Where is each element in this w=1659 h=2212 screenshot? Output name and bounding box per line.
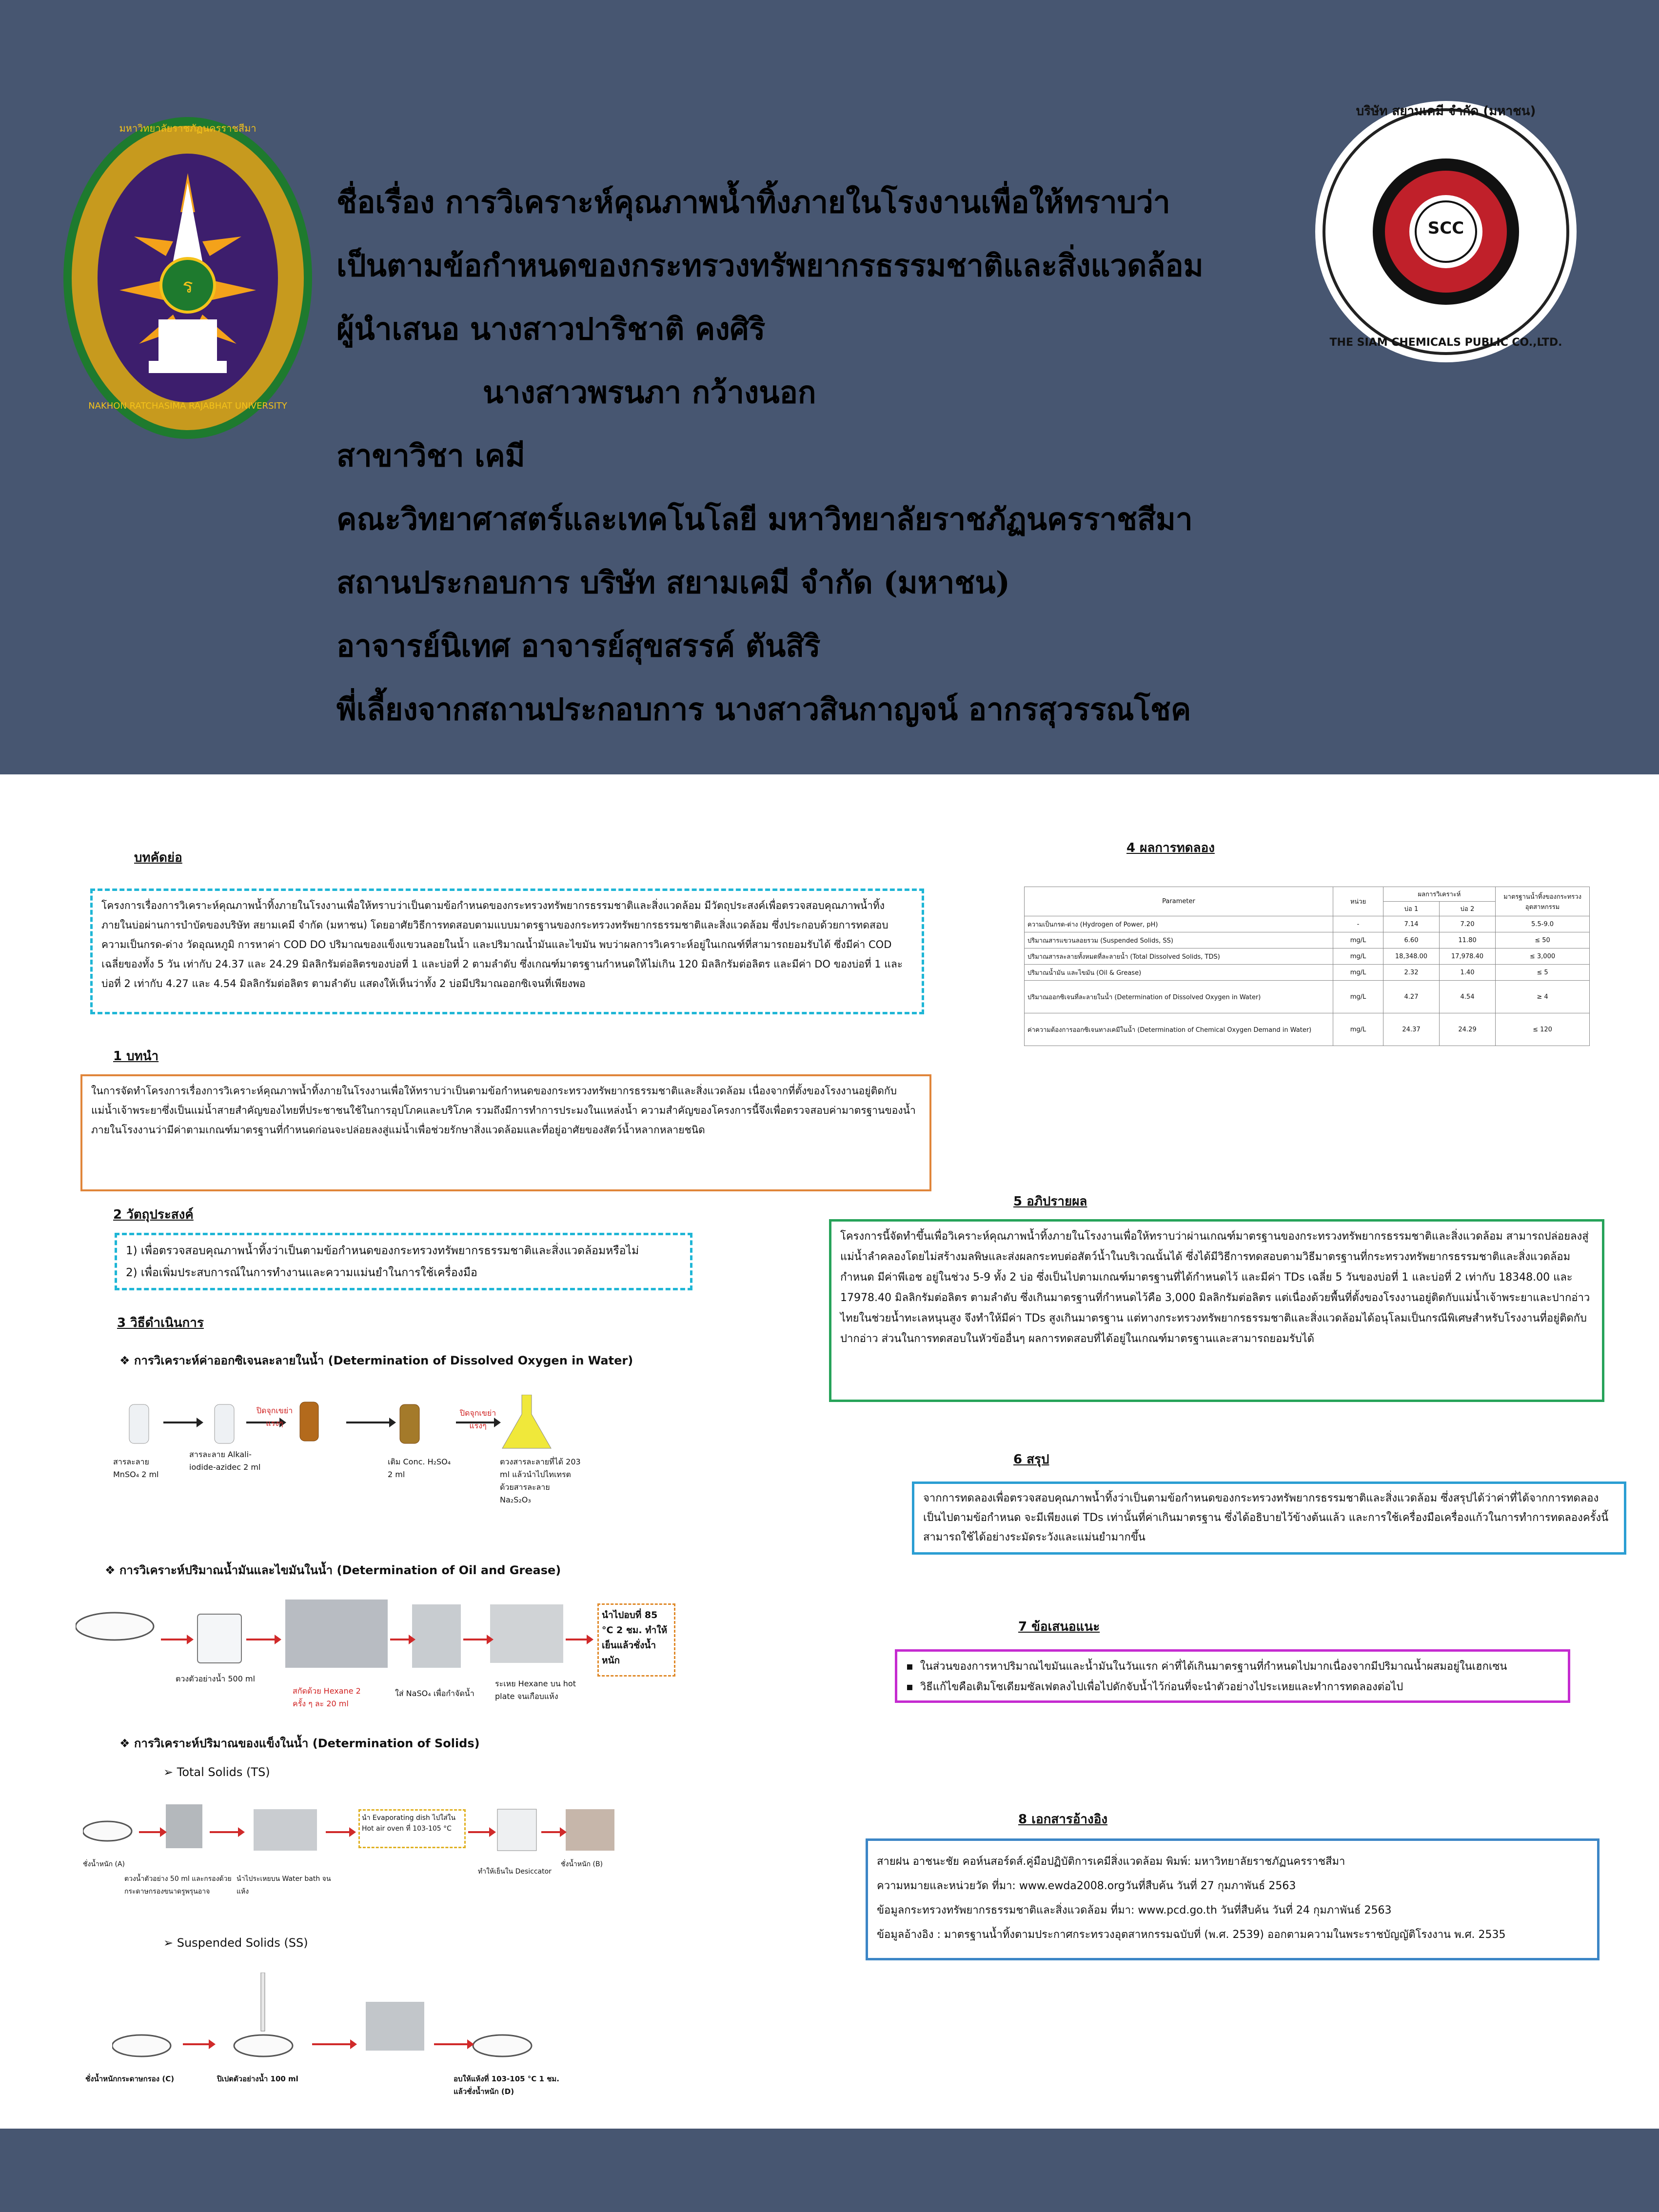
ss-dish-3	[473, 2035, 532, 2056]
oil-arrow-4	[463, 1639, 488, 1640]
bottle-shaken-1	[300, 1402, 318, 1441]
ts-dish	[83, 1821, 132, 1841]
advisor: อาจารย์นิเทศ อาจารย์สุขสรรค์ ตันสิริ	[336, 628, 821, 664]
intro-box	[80, 1074, 931, 1191]
results-table	[1024, 887, 1590, 1046]
ss-arrow-2	[312, 2043, 351, 2045]
oil-beaker	[198, 1614, 241, 1663]
suggestion-item-1: ▪ ในส่วนของการหาปริมาณไขมันและน้ำมันในวันแรก ค่าที่ได้เกินมาตรฐานที่กำหนดไปมากเนื่องจากมีปริมาณน้ำผสมอยู่ในเฮกเซน	[906, 1660, 1507, 1673]
bottle-alkali	[215, 1404, 234, 1443]
table-cell: mg/L	[1333, 981, 1383, 1013]
ts-arrow-4	[468, 1831, 490, 1833]
table-row	[1025, 948, 1590, 965]
presenter: ผู้นำเสนอ นางสาวปาริชาติ คงศิริ	[336, 311, 766, 347]
objectives-box	[115, 1233, 692, 1290]
abstract-heading: บทคัดย่อ	[134, 850, 182, 865]
abstract-text: โครงการเรื่องการวิเคราะห์คุณภาพน้ำทิ้งภายในโรงงานเพื่อให้ทราบว่าเป็นตามข้อกำหนดของกระทรวงทรัพยากรธรรมชาติและสิ่งแวดล้อม มีวัตถุประสงค์เพื่อตรวจสอบคุณภาพน้ำทิ้งภายในบ่อผ่านการบำบัดของบริษัท สยามเคมี จำกัด (มหาชน) โดยอาศัยวิธีการทดสอบตามแบบมาตรฐานของกระทรวงทรัพยากรธรรมชาติและสิ่งแวดล้อม ซึ่งประกอบด้วยการทดสอบความเป็นกรด-ด่าง วัดอุณหภูมิ การหาค่า COD DO ปริมาณของแข็งแขวนลอยในน้ำ และปริมาณน้ำมันและไขมัน พบว่าผลการวิเคราะห์อยู่ในเกณฑ์ที่สามารถยอมรับได้ ซึ่งมีค่า COD เฉลี่ยของทั้ง 5 วัน เท่ากับ 24.37 และ 24.29 มิลลิกรัมต่อลิตรของบ่อที่ 1 และบ่อที่ 2 ตามลำดับ ซึ่งเกณฑ์มาตรฐานกำหนดให้ไม่เกิน 120 มิลลิกรัมต่อลิตร และมีค่า DO ของบ่อที่ 1 และบ่อที่ 2 เท่ากับ 4.27 และ 4.54 มิลลิกรัมต่อลิตร ตามลำดับ แสดงให้เห็นว่าทั้ง 2 บ่อมีปริมาณออกซิเจนที่เพียงพอ	[101, 900, 903, 989]
table-cell: 1.40	[1440, 965, 1496, 981]
suggestion-item-2: ▪ วิธีแก้ไขคือเติมโซเดียมซัลเฟตลงไปเพื่อไปดักจับน้ำไว้ก่อนที่จะนำตัวอย่างไประเหยและทำการทดลองต่อไป	[906, 1681, 1403, 1693]
intro-heading: 1 บทนำ	[113, 1049, 159, 1064]
table-cell: ≤ 3,000	[1496, 948, 1590, 965]
ts-arrow-1	[139, 1831, 161, 1833]
ts-desiccator	[497, 1809, 536, 1851]
table-cell: mg/L	[1333, 932, 1383, 948]
solids-method-title: ❖ การวิเคราะห์ปริมาณของแข็งในน้ำ (Determination of Solids)	[119, 1737, 480, 1750]
reference-item-3: ข้อมูลกระทรวงทรัพยากรธรรมชาติและสิ่งแวดล้อม ที่มา: www.pcd.go.th วันที่สืบค้น วันที่ 24 กุมภาพันธ์ 2563	[877, 1904, 1392, 1916]
table-cell: 11.80	[1440, 932, 1496, 948]
conclusion-box	[912, 1481, 1626, 1555]
university-logo-thai-text: มหาวิทยาลัยราชภัฏนครราชสีมา	[119, 122, 257, 134]
title-line-1: ชื่อเรื่อง การวิเคราะห์คุณภาพน้ำทิ้งภายในโรงงานเพื่อให้ทราบว่า	[336, 184, 1170, 220]
do-caption-6: ตวงสารละลายที่ได้ 203 ml แล้วนำไปไทเทรตด้วยสารละลาย Na₂S₂O₃	[500, 1457, 581, 1504]
mentor: พี่เลี้ยงจากสถานประกอบการ นางสาวสินกาญจน์ อากรสุวรรณโชค	[336, 691, 1191, 727]
ts-arrow-2	[210, 1831, 239, 1833]
ss-caption-2: ปิเปตตัวอย่างน้ำ 100 ml	[217, 2074, 298, 2083]
oil-caption-5: นำไปอบที่ 85 °C 2 ชม. ทำให้เย็นแล้วชั่งน้ำหนัก	[597, 1603, 675, 1677]
ss-arrow-3	[434, 2043, 468, 2045]
table-cell: mg/L	[1333, 1013, 1383, 1046]
discussion-heading: 5 อภิปรายผล	[1013, 1194, 1087, 1209]
ts-caption-3: นำไประเหยบน Water bath จนแห้ง	[237, 1875, 331, 1896]
company: สถานประกอบการ บริษัท สยามเคมี จำกัด (มหาชน)	[336, 565, 1010, 600]
reference-item-2: ความหมายและหน่วยวัด ที่มา: www.ewda2008.orgวันที่สืบค้น วันที่ 27 กุมภาพันธ์ 2563	[877, 1880, 1296, 1892]
company-logo-center: SCC	[1427, 218, 1464, 238]
table-cell: 4.54	[1440, 981, 1496, 1013]
intro-text: ในการจัดทำโครงการเรื่องการวิเคราะห์คุณภาพน้ำทิ้งภายในโรงงานเพื่อให้ทราบว่าเป็นตามข้อกำหนดของกระทรวงทรัพยากรธรรมชาติและสิ่งแวดล้อม เนื่องจากที่ตั้งของโรงงานอยู่ติดกับแม่น้ำเจ้าพระยาซึ่งเป็นแม่น้ำสายสำคัญของไทยที่ประชาชนใช้ในการอุปโภคและบริโภค รวมถึงมีการทำการประมงในแหล่งน้ำ ความสำคัญของโครงการนี้จึงเพื่อตรวจสอบค่ามาตรฐานของน้ำภายในโรงงานว่ามีค่าตามเกณฑ์มาตรฐานที่กำหนดก่อนจะปล่อยลงสู่แม่น้ำเพื่อช่วยรักษาสิ่งแวดล้อมและที่อยู่อาศัยของสัตว์น้ำหลากหลายชนิด	[91, 1085, 916, 1136]
conclusion-text: จากการทดลองเพื่อตรวจสอบคุณภาพน้ำทิ้งว่าเป็นตามข้อกำหนดของกระทรวงทรัพยากรธรรมชาติและสิ่งแวดล้อม ซึ่งสรุปได้ว่าค่าที่ได้จากการทดลองเป็นไปตามข้อกำหนด จะมีเพียงแต่ TDs เท่านั้นที่ค่าเกินมาตรฐาน ซึ่งได้อธิบายไว้ข้างต้นแล้ว และการใช้เครื่องมือเครื่องแก้วในการทำการทดลองครั้งนี้สามารถใช้ได้อย่างระมัดระวังและแม่นยำมากขึ้น	[923, 1492, 1609, 1543]
do-arrow-3	[346, 1422, 390, 1423]
col-unit: หน่วย	[1333, 887, 1383, 916]
bottle-h2so4	[400, 1404, 419, 1443]
table-cell: ≤ 120	[1496, 1013, 1590, 1046]
discussion-box	[829, 1219, 1604, 1402]
table-cell: ≤ 5	[1496, 965, 1590, 981]
ts-arrow-3	[326, 1831, 350, 1833]
do-caption-4: เติม Conc. H₂SO₄ 2 ml	[388, 1457, 451, 1479]
ss-pipette	[261, 1973, 265, 2031]
oil-method-title: ❖ การวิเคราะห์ปริมาณน้ำมันและไขมันในน้ำ (Determination of Oil and Grease)	[105, 1563, 561, 1577]
table-cell: ปริมาณออกซิเจนที่ละลายในน้ำ (Determination of Dissolved Oxygen in Water)	[1025, 981, 1333, 1013]
table-cell: mg/L	[1333, 965, 1383, 981]
table-cell: ปริมาณสารละลายทั้งหมดที่ละลายน้ำ (Total Dissolved Solids, TDS)	[1025, 948, 1333, 965]
reference-item-1: สายฝน อาชนะชัย คอห์นสอร์ดส์.คู่มือปฏิบัติการเคมีสิ่งแวดล้อม พิมพ์: มหาวิทยาลัยราชภัฏนครราชสีมา	[877, 1856, 1345, 1868]
ss-glassware	[112, 1973, 551, 2065]
table-cell: ≥ 4	[1496, 981, 1590, 1013]
ts-caption-4: นำ Evaporating dish ไปใส่ใน Hot air oven ที่ 103-105 °C	[358, 1809, 466, 1848]
oil-caption-3: ใส่ NaSO₄ เพื่อกำจัดน้ำ	[395, 1689, 474, 1698]
ts-caption-1: ชั่งน้ำหนัก (A)	[83, 1860, 125, 1868]
references-heading: 8 เอกสารอ้างอิง	[1018, 1812, 1108, 1827]
ss-arrow-1	[183, 2043, 210, 2045]
footer-banner	[0, 2129, 1659, 2212]
presenter-2: นางสาวพรนภา กว้างนอก	[483, 375, 816, 410]
table-cell: 7.14	[1383, 916, 1440, 932]
titration-flask	[502, 1395, 551, 1448]
ss-caption-1: ชั่งน้ำหนักกระดาษกรอง (C)	[85, 2074, 175, 2083]
table-cell: 24.37	[1383, 1013, 1440, 1046]
do-method-title: ❖ การวิเคราะห์ค่าออกซิเจนละลายในน้ำ (Determination of Dissolved Oxygen in Water)	[119, 1354, 633, 1367]
faculty: คณะวิทยาศาสตร์และเทคโนโลยี มหาวิทยาลัยราชภัฏนครราชสีมา	[336, 501, 1193, 537]
objectives-heading: 2 วัตถุประสงค์	[113, 1207, 194, 1222]
col-parameter: Parameter	[1025, 887, 1333, 916]
table-cell: -	[1333, 916, 1383, 932]
title-block	[336, 171, 1312, 741]
do-caption-5: ปิดจุกเขย่าแรงๆ	[459, 1408, 496, 1430]
oil-extraction-photo	[285, 1600, 388, 1668]
ss-caption-3: อบให้แห้งที่ 103-105 °C 1 ชม. แล้วชั่งน้ำหนัก (D)	[454, 2074, 559, 2096]
table-row	[1025, 981, 1590, 1013]
oil-dish	[76, 1613, 154, 1640]
svg-text:ร: ร	[182, 275, 193, 297]
table-row	[1025, 916, 1590, 932]
ts-filter-photo	[166, 1804, 202, 1848]
table-cell: 18,348.00	[1383, 948, 1440, 965]
ss-oven-photo	[366, 2002, 424, 2051]
ts-caption-2: ตวงน้ำตัวอย่าง 50 ml และกรองด้วยกระดาษกรองขนาดรูพรุนอาจ	[124, 1875, 232, 1896]
ts-arrow-5	[541, 1831, 561, 1833]
reference-item-4: ข้อมูลอ้างอิง : มาตรฐานน้ำทิ้งตามประกาศกระทรวงอุตสาหกรรมฉบับที่ (พ.ศ. 2539) ออกตามความในพระราชบัญญัติโรงงาน พ.ศ. 2535	[877, 1929, 1506, 1941]
ts-caption-6: ชั่งน้ำหนัก (B)	[561, 1860, 603, 1868]
methods-heading: 3 วิธีดำเนินการ	[117, 1316, 204, 1330]
table-cell: ปริมาณสารแขวนลอยรวม (Suspended Solids, SS)	[1025, 932, 1333, 948]
ts-caption-5: ทำให้เย็นใน Desiccator	[478, 1868, 552, 1876]
suggestions-box	[895, 1649, 1570, 1703]
ss-dish-1	[112, 2035, 171, 2056]
company-logo-en-text: THE SIAM CHEMICALS PUBLIC CO.,LTD.	[1329, 336, 1562, 349]
suggestion-text-1: ในส่วนของการหาปริมาณไขมันและน้ำมันในวันแรก ค่าที่ได้เกินมาตรฐานที่กำหนดไปมากเนื่องจากมีปริมาณน้ำผสมอยู่ในเฮกเซน	[920, 1660, 1507, 1673]
suggestion-text-2: วิธีแก้ไขคือเติมโซเดียมซัลเฟตลงไปเพื่อไปดักจับน้ำไว้ก่อนที่จะนำตัวอย่างไประเหยและทำการทดลองต่อไป	[920, 1681, 1403, 1693]
table-cell: mg/L	[1333, 948, 1383, 965]
oil-caption-4: ระเหย Hexane บน hot plate จนเกือบแห้ง	[495, 1679, 576, 1701]
table-cell: 24.29	[1440, 1013, 1496, 1046]
oil-caption-1: ตวงตัวอย่างน้ำ 500 ml	[176, 1674, 256, 1683]
table-cell: 2.32	[1383, 965, 1440, 981]
results-heading: 4 ผลการทดลอง	[1126, 841, 1215, 855]
table-cell: ≤ 50	[1496, 932, 1590, 948]
table-cell: ปริมาณน้ำมัน และไขมัน (Oil & Grease)	[1025, 965, 1333, 981]
company-logo-thai-text: บริษัท สยามเคมี จำกัด (มหาชน)	[1356, 104, 1536, 118]
university-logo	[61, 115, 315, 441]
references-box	[866, 1838, 1600, 1960]
col-pond-2: บ่อ 2	[1440, 902, 1496, 916]
col-standard: มาตรฐานน้ำทิ้งของกระทรวงอุตสาหกรรม	[1496, 887, 1590, 916]
table-row	[1025, 932, 1590, 948]
ts-weigh-photo	[566, 1809, 614, 1851]
table-cell: ค่าความต้องการออกซิเจนทางเคมีในน้ำ (Determination of Chemical Oxygen Demand in Water)	[1025, 1013, 1333, 1046]
oil-arrow-5	[566, 1639, 588, 1640]
do-caption-3: ปิดจุกเขย่าแรงๆ	[256, 1406, 293, 1428]
table-cell: 7.20	[1440, 916, 1496, 932]
oil-arrow-2	[246, 1639, 276, 1640]
ts-waterbath-photo	[254, 1809, 317, 1851]
suggestions-heading: 7 ข้อเสนอแนะ	[1018, 1620, 1100, 1634]
oil-drying-photo	[412, 1604, 461, 1668]
objective-item-1: 1) เพื่อตรวจสอบคุณภาพน้ำทิ้งว่าเป็นตามข้อกำหนดของกระทรวงทรัพยากรธรรมชาติและสิ่งแวดล้อมหรือไม่	[126, 1244, 639, 1257]
university-logo-text: NAKHON RATCHASIMA RAJABHAT UNIVERSITY	[88, 401, 287, 411]
table-cell: 5.5-9.0	[1496, 916, 1590, 932]
table-row	[1025, 965, 1590, 981]
col-result: ผลการวิเคราะห์	[1383, 887, 1496, 902]
oil-arrow-3	[390, 1639, 410, 1640]
table-cell: 17,978.40	[1440, 948, 1496, 965]
table-row	[1025, 1013, 1590, 1046]
major: สาขาวิชา เคมี	[336, 438, 525, 474]
oil-hotplate-photo	[490, 1604, 563, 1663]
table-cell: ความเป็นกรด-ด่าง (Hydrogen of Power, pH)	[1025, 916, 1333, 932]
discussion-text: โครงการนี้จัดทำขึ้นเพื่อวิเคราะห์คุณภาพน้ำทิ้งภายในโรงงานเพื่อให้ทราบว่าผ่านเกณฑ์มาตรฐานของกระทรวงทรัพยากรธรรมชาติและสิ่งแวดล้อม สามารถปล่อยลงสู่แม่น้ำลำคลองโดยไม่สร้างมลพิษและส่งผลกระทบต่อสัตว์น้ำในบริเวณนั้นได้ ซึ่งได้มีวิธีการทดสอบตามวิธีมาตรฐานที่กระทรวงทรัพยากรธรรมชาติและสิ่งแวดล้อมกำหนด มีค่าพีเอช อยู่ในช่วง 5-9 ทั้ง 2 บ่อ ซึ่งเป็นไปตามเกณฑ์มาตรฐานที่ได้กำหนดไว้ และมีค่า TDs เฉลี่ย 5 วันของบ่อที่ 1 และบ่อที่ 2 เท่ากับ 18348.00 และ 17978.40 มิลลิกรัมต่อลิตร ตามลำดับ ซึ่งเกินมาตรฐานที่กำหนดไว้คือ 3,000 มิลลิกรัมต่อลิตร แต่เนื่องด้วยพื้นที่ตั้งของโรงงานอยู่ติดกับแม่น้ำเจ้าพระยาและปากอ่าวไทยในช่วยน้ำทะเลหนุนสูง จึงทำให้มีค่า TDs สูงเกินมาตรฐาน แต่ทางกระทรวงทรัพยากรธรรมชาติและสิ่งแวดล้อมได้อนุโลมเป็นกรณีพิเศษสำหรับโรงงานที่อยู่ติดกับปากอ่าว ส่วนในการทดสอบในหัวข้ออื่นๆ ผลการทดสอบที่ได้อยู่ในเกณฑ์มาตรฐานและสามารถยอมรับได้	[840, 1230, 1590, 1345]
table-cell: 4.27	[1383, 981, 1440, 1013]
ss-dish-2	[234, 2035, 293, 2056]
oil-caption-2: สกัดด้วย Hexane 2 ครั้ง ๆ ละ 20 ml	[293, 1686, 361, 1708]
bottle-mnso4	[129, 1404, 149, 1443]
ss-title: ➢ Suspended Solids (SS)	[163, 1936, 308, 1950]
objective-item-2: 2) เพื่อเพิ่มประสบการณ์ในการทำงานและความแม่นยำในการใช้เครื่องมือ	[126, 1266, 477, 1279]
title-line-2: เป็นตามข้อกำหนดของกระทรวงทรัพยากรธรรมชาติและสิ่งแวดล้อม	[336, 248, 1204, 283]
do-caption-1: สารละลาย MnSO₄ 2 ml	[113, 1457, 159, 1479]
conclusion-heading: 6 สรุป	[1013, 1452, 1049, 1467]
table-cell: 6.60	[1383, 932, 1440, 948]
col-pond-1: บ่อ 1	[1383, 902, 1440, 916]
do-caption-2: สารละลาย Alkali-iodide-azidec 2 ml	[189, 1450, 261, 1472]
abstract-box	[90, 889, 924, 1014]
ts-title: ➢ Total Solids (TS)	[163, 1765, 270, 1779]
do-arrow-1	[163, 1422, 198, 1423]
oil-arrow-1	[161, 1639, 188, 1640]
